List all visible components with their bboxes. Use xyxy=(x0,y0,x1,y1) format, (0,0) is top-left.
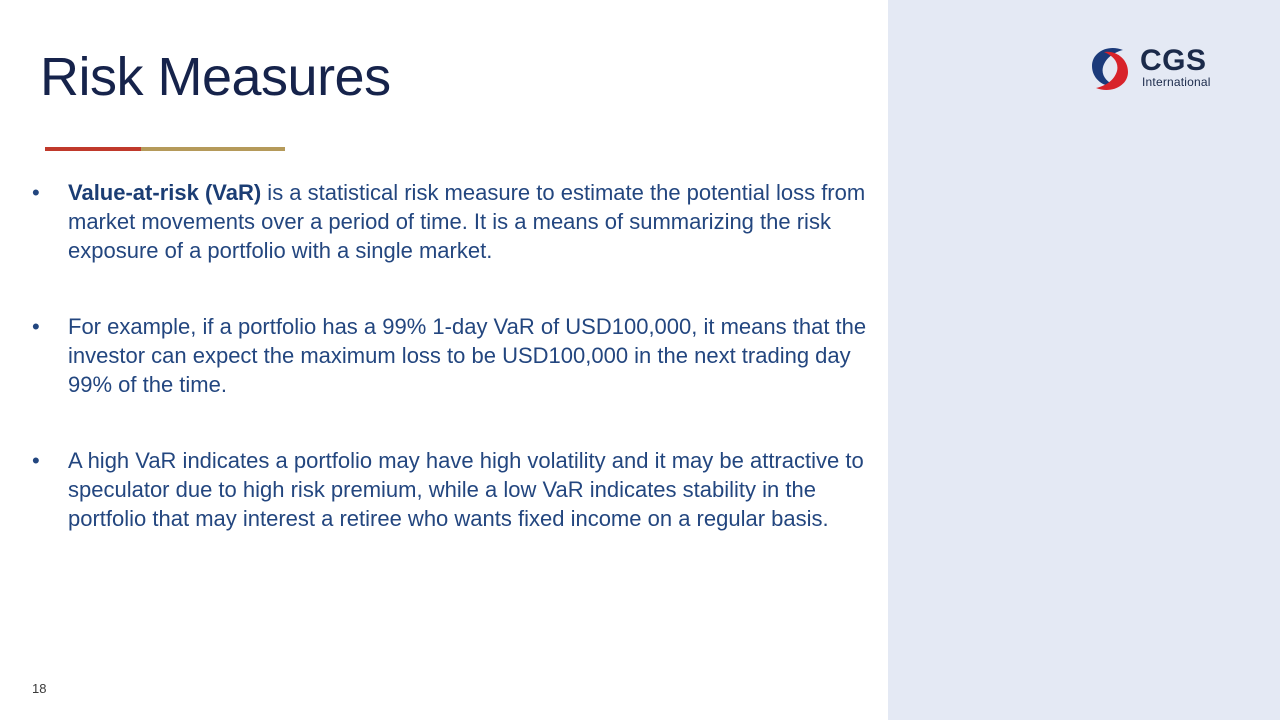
rule-segment-gold xyxy=(141,147,285,151)
rule-segment-red xyxy=(45,147,141,151)
bullet-body-text: A high VaR indicates a portfolio may have high volatility and it may be attractive to speculator due to high risk premium, while a low VaR indicates stability in the portfolio that may interest a retiree who wants fixed income on a regular basis. xyxy=(68,448,864,531)
page-title: Risk Measures xyxy=(40,47,391,107)
bullet-lead-term: Value-at-risk (VaR) xyxy=(68,180,262,205)
bullet-content xyxy=(68,446,873,533)
bullet-marker: • xyxy=(32,180,40,205)
list-item xyxy=(28,312,873,399)
cgs-logo-mark-icon xyxy=(1082,46,1138,92)
list-item xyxy=(28,446,873,533)
bullet-marker: • xyxy=(32,314,40,339)
logo-wordmark: CGS xyxy=(1140,44,1207,77)
cgs-international-logo xyxy=(1082,42,1232,102)
logo-subtitle: International xyxy=(1142,75,1211,89)
bullet-list xyxy=(28,178,873,533)
bullet-content xyxy=(68,178,873,265)
bullet-content xyxy=(68,312,873,399)
title-underline-rule xyxy=(45,147,285,151)
bullet-body-text: For example, if a portfolio has a 99% 1-day VaR of USD100,000, it means that the investor can expect the maximum loss to be USD100,000 in the next trading day 99% of the time. xyxy=(68,314,867,397)
page-number: 18 xyxy=(32,681,47,696)
list-item xyxy=(28,178,873,265)
bullet-marker: • xyxy=(32,448,40,473)
right-decorative-panel xyxy=(888,0,1280,720)
bullet-body-text: is a statistical risk measure to estimate the potential loss from market movements over a period of time. It is a means of summarizing the risk exposure of a portfolio with a single market. xyxy=(68,180,866,263)
